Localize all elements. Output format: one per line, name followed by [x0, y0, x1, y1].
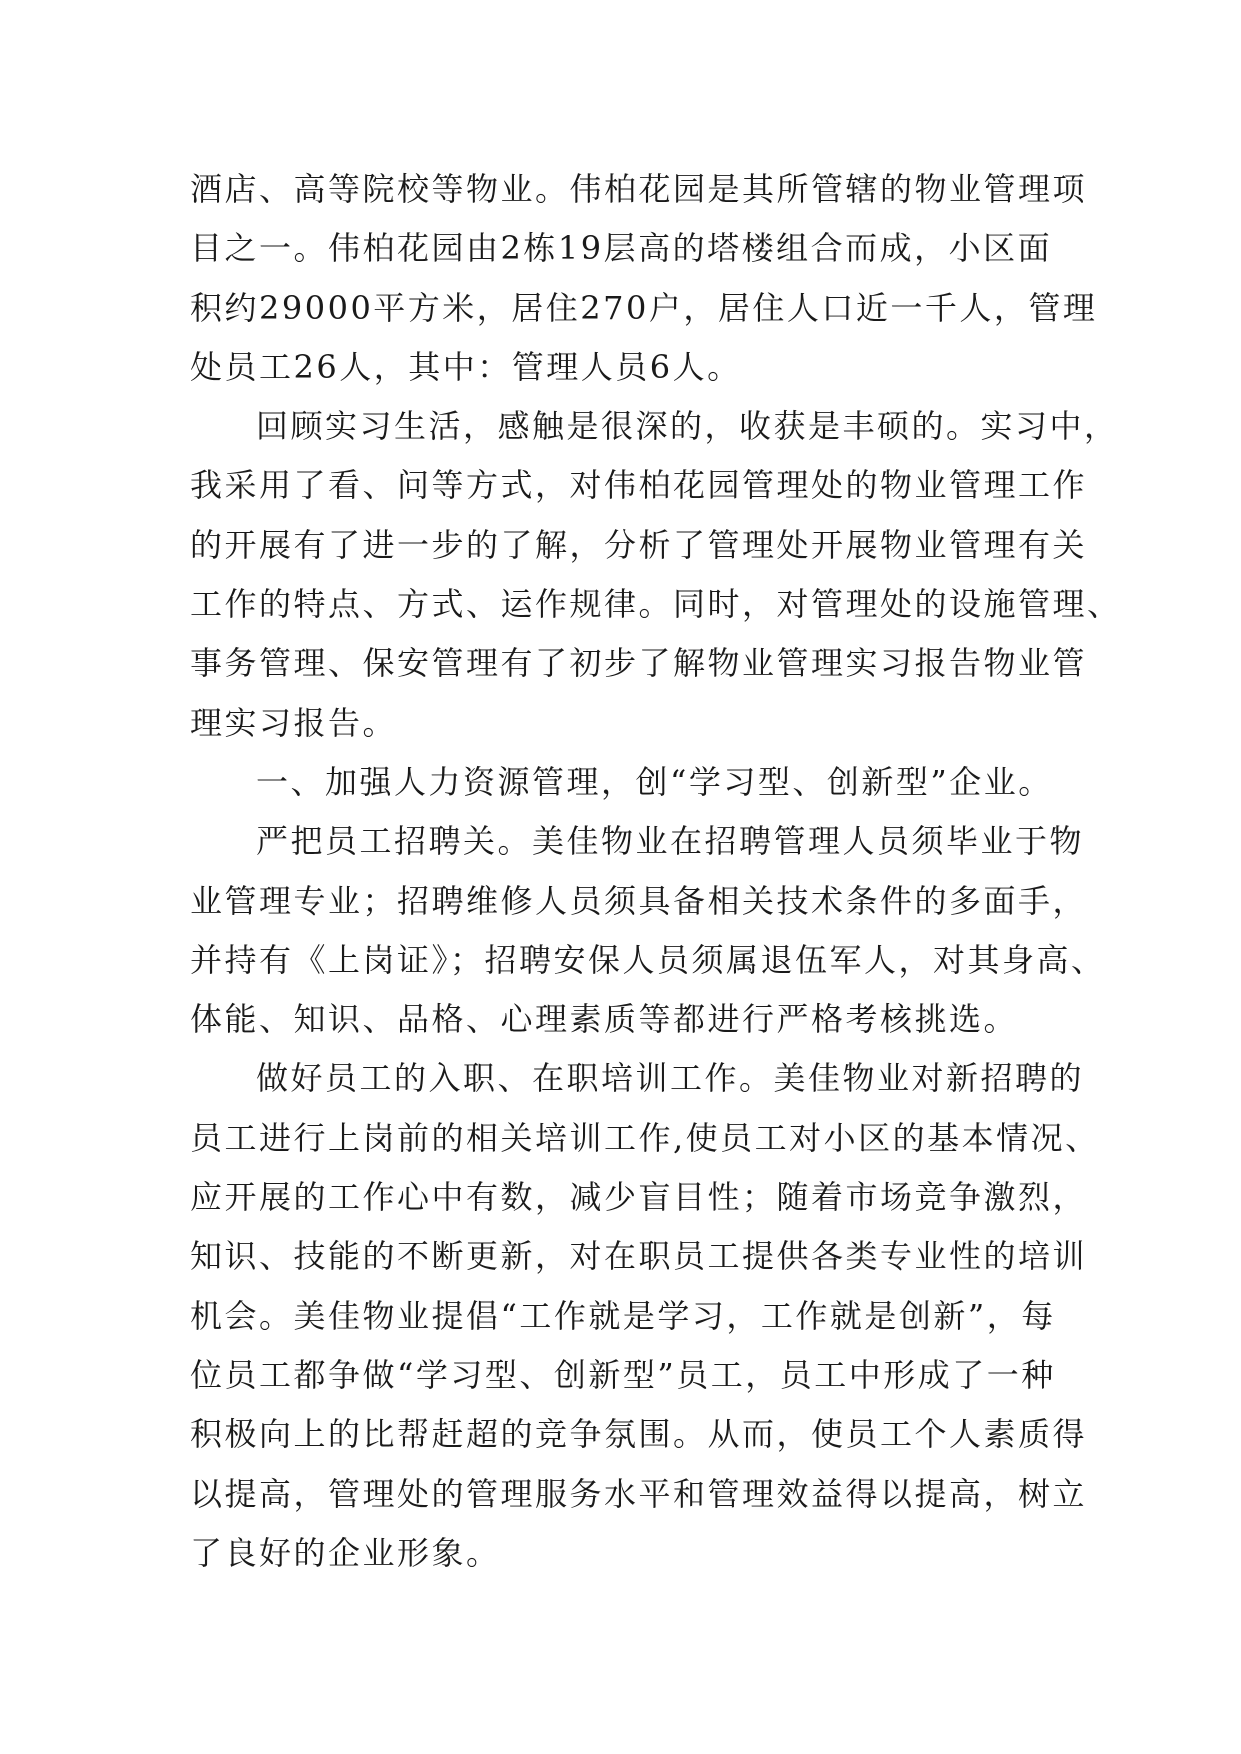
text-line: 目之一。伟柏花园由2栋19层高的塔楼组合而成，小区面	[190, 229, 1053, 268]
text-line: 机会。美佳物业提倡“工作就是学习，工作就是创新”，每	[190, 1296, 1056, 1335]
text-line: 工作的特点、方式、运作规律。同时，对管理处的设施管理、	[190, 585, 1122, 624]
text-line: 一、加强人力资源管理，创“学习型、创新型”企业。	[256, 762, 1053, 801]
text-line: 业管理专业；招聘维修人员须具备相关技术条件的多面手，	[190, 881, 1088, 920]
text-line: 酒店、高等院校等物业。伟柏花园是其所管辖的物业管理项	[190, 170, 1088, 208]
text-line: 位员工都争做“学习型、创新型”员工，员工中形成了一种	[190, 1355, 1056, 1394]
text-line: 理实习报告。	[190, 703, 398, 742]
text-line: 做好员工的入职、在职培训工作。美佳物业对新招聘的	[256, 1059, 1085, 1098]
text-line: 以提高，管理处的管理服务水平和管理效益得以提高，树立	[190, 1474, 1088, 1513]
text-line: 我采用了看、问等方式，对伟柏花园管理处的物业管理工作	[190, 466, 1088, 505]
text-line: 处员工26人，其中：管理人员6人。	[190, 347, 742, 386]
text-line: 的开展有了进一步的了解，分析了管理处开展物业管理有关	[190, 525, 1088, 564]
text-line: 并持有《上岗证》；招聘安保人员须属退伍军人，对其身高、	[190, 940, 1106, 979]
text-line: 体能、知识、品格、心理素质等都进行严格考核挑选。	[190, 1000, 1019, 1039]
body-text	[190, 160, 1122, 1583]
text-line: 积极向上的比帮赶超的竞争氛围。从而，使员工个人素质得	[190, 1415, 1088, 1454]
text-line: 应开展的工作心中有数，减少盲目性；随着市场竞争激烈，	[190, 1178, 1088, 1217]
text-line: 了良好的企业形象。	[190, 1533, 501, 1572]
text-line: 知识、技能的不断更新，对在职员工提供各类专业性的培训	[190, 1237, 1088, 1276]
text-line: 员工进行上岗前的相关培训工作,使员工对小区的基本情况、	[190, 1118, 1100, 1157]
text-line: 积约29000平方米，居住270户，居住人口近一千人，管理	[190, 288, 1098, 327]
text-line: 回顾实习生活，感触是很深的，收获是丰硕的。实习中，	[256, 407, 1119, 446]
text-line: 事务管理、保安管理有了初步了解物业管理实习报告物业管	[190, 644, 1088, 683]
text-line: 严把员工招聘关。美佳物业在招聘管理人员须毕业于物	[256, 822, 1085, 861]
